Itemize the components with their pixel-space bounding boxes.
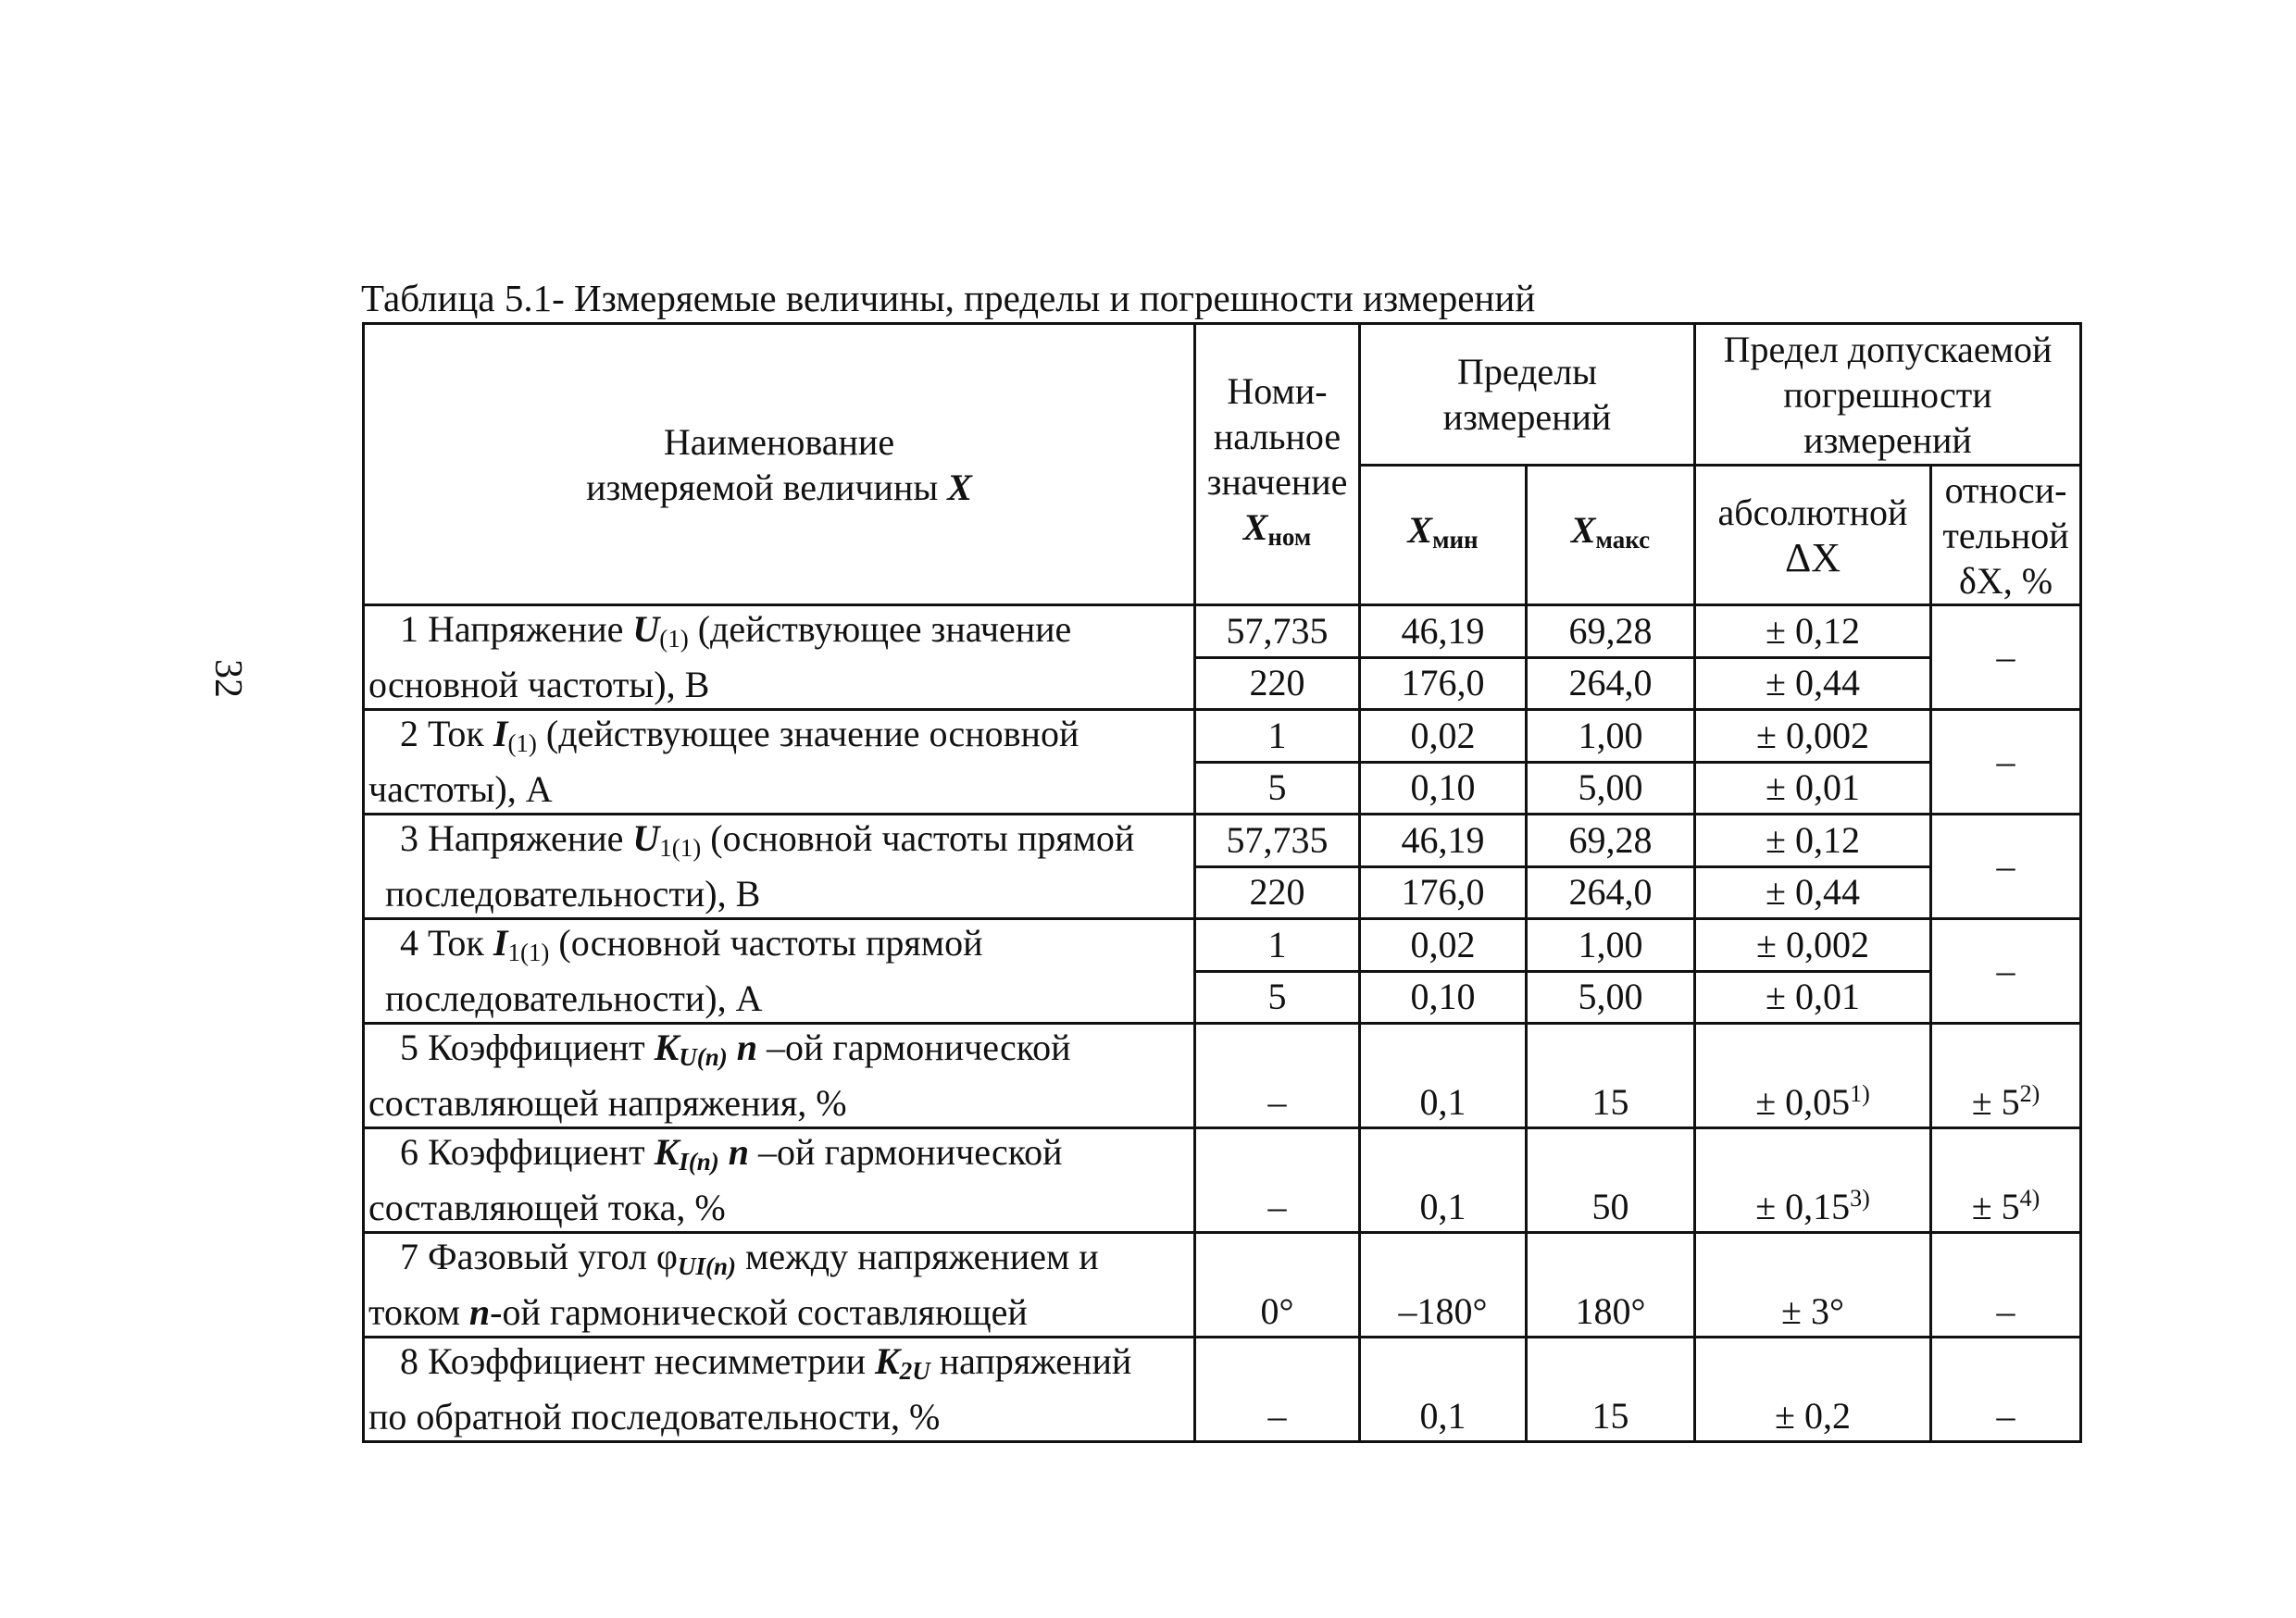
min-cell: 0,02 — [1360, 710, 1527, 763]
header-nominal-value: Номи- нальное значение $X_{ном}$ — [1195, 324, 1360, 605]
quantity-name: 2 Ток $I_{(1)}$ (действующее значение основной частоты), А — [364, 710, 1195, 815]
max-cell: 69,28 — [1527, 815, 1695, 867]
relative-error-cell: – — [1931, 1338, 2081, 1442]
absolute-error-cell: ± 0,2 — [1695, 1338, 1931, 1442]
table-row — [364, 815, 2081, 867]
nominal-cell: – — [1195, 1024, 1360, 1128]
nominal-cell: 1 — [1195, 919, 1360, 972]
min-cell: 46,19 — [1360, 605, 1527, 658]
table-row — [364, 1233, 2081, 1338]
table-row — [364, 1128, 2081, 1233]
header-absolute: абсолютной ΔX — [1695, 466, 1931, 605]
nominal-cell: 5 — [1195, 762, 1360, 815]
max-cell: 1,00 — [1527, 919, 1695, 972]
max-cell: 264,0 — [1527, 657, 1695, 710]
absolute-error-cell: ± 0,12 — [1695, 815, 1931, 867]
absolute-error-cell: ± $0,15^{3)}$ — [1695, 1128, 1931, 1233]
min-cell: 176,0 — [1360, 657, 1527, 710]
min-cell: 46,19 — [1360, 815, 1527, 867]
quantity-name: 8 Коэффициент несимметрии $K_{2U}$ напряжений по обратной последовательности, % — [364, 1338, 1195, 1442]
min-cell: 0,10 — [1360, 762, 1527, 815]
nominal-cell: – — [1195, 1128, 1360, 1233]
quantity-name: 6 Коэффициент $K_{I(n)}$ n –ой гармонической составляющей тока, % — [364, 1128, 1195, 1233]
max-cell: 180° — [1527, 1233, 1695, 1338]
header-max: $X_{макс}$ — [1527, 466, 1695, 605]
quantity-name: 1 Напряжение $U_{(1)}$ (действующее значение основной частоты), В — [364, 605, 1195, 710]
absolute-error-cell: ± 0,002 — [1695, 710, 1931, 763]
max-cell: 1,00 — [1527, 710, 1695, 763]
nominal-cell: 0° — [1195, 1233, 1360, 1338]
nominal-cell: 220 — [1195, 657, 1360, 710]
min-cell: 0,10 — [1360, 971, 1527, 1024]
page-number: 32 — [206, 659, 249, 698]
max-cell: 69,28 — [1527, 605, 1695, 658]
relative-error-cell: – — [1931, 919, 2081, 1024]
nominal-cell: 220 — [1195, 866, 1360, 919]
quantity-name: 3 Напряжение $U_{1(1)}$ (основной частоты прямой последовательности), В — [364, 815, 1195, 919]
table-row — [364, 1338, 2081, 1442]
absolute-error-cell: ± 0,44 — [1695, 657, 1931, 710]
nominal-cell: 1 — [1195, 710, 1360, 763]
min-cell: 0,1 — [1360, 1024, 1527, 1128]
min-cell: 176,0 — [1360, 866, 1527, 919]
relative-error-cell: – — [1931, 605, 2081, 710]
relative-error-cell: ± $5^{4)}$ — [1931, 1128, 2081, 1233]
max-cell: 5,00 — [1527, 971, 1695, 1024]
header-row-1 — [364, 324, 2081, 466]
nominal-cell: 57,735 — [1195, 605, 1360, 658]
relative-error-cell: – — [1931, 815, 2081, 919]
quantity-name: 5 Коэффициент $K_{U(n)}$ n –ой гармонической составляющей напряжения, % — [364, 1024, 1195, 1128]
max-cell: 264,0 — [1527, 866, 1695, 919]
table-row — [364, 605, 2081, 658]
max-cell: 50 — [1527, 1128, 1695, 1233]
table-caption: Таблица 5.1- Измеряемые величины, пределы и погрешности измерений — [361, 277, 1536, 319]
nominal-cell: 5 — [1195, 971, 1360, 1024]
relative-error-cell: ± $5^{2)}$ — [1931, 1024, 2081, 1128]
relative-error-cell: – — [1931, 710, 2081, 815]
measurement-table — [362, 322, 2082, 1443]
absolute-error-cell: ± 0,002 — [1695, 919, 1931, 972]
header-relative: относи- тельной δX, % — [1931, 466, 2081, 605]
min-cell: 0,1 — [1360, 1128, 1527, 1233]
quantity-name: 7 Фазовый угол $\varphi_{UI(n)}$ между напряжением и током n-ой гармонической составляющей — [364, 1233, 1195, 1338]
header-measurement-limits: Пределы измерений — [1360, 324, 1695, 466]
absolute-error-cell: ± 0,12 — [1695, 605, 1931, 658]
absolute-error-cell: ± 0,01 — [1695, 971, 1931, 1024]
quantity-name: 4 Ток $I_{1(1)}$ (основной частоты прямой последовательности), А — [364, 919, 1195, 1024]
nominal-cell: 57,735 — [1195, 815, 1360, 867]
min-cell: –180° — [1360, 1233, 1527, 1338]
max-cell: 15 — [1527, 1338, 1695, 1442]
header-quantity-name: Наименование измеряемой величины X — [364, 324, 1195, 605]
absolute-error-cell: ± 0,01 — [1695, 762, 1931, 815]
header-error-limit: Предел допускаемой погрешности измерений — [1695, 324, 2081, 466]
min-cell: 0,1 — [1360, 1338, 1527, 1442]
relative-error-cell: – — [1931, 1233, 2081, 1338]
absolute-error-cell: ± 3° — [1695, 1233, 1931, 1338]
max-cell: 5,00 — [1527, 762, 1695, 815]
table-row — [364, 919, 2081, 972]
nominal-cell: – — [1195, 1338, 1360, 1442]
absolute-error-cell: ± $0,05^{1)}$ — [1695, 1024, 1931, 1128]
header-min: $X_{мин}$ — [1360, 466, 1527, 605]
max-cell: 15 — [1527, 1024, 1695, 1128]
absolute-error-cell: ± 0,44 — [1695, 866, 1931, 919]
min-cell: 0,02 — [1360, 919, 1527, 972]
table-row — [364, 1024, 2081, 1128]
table-row — [364, 710, 2081, 763]
